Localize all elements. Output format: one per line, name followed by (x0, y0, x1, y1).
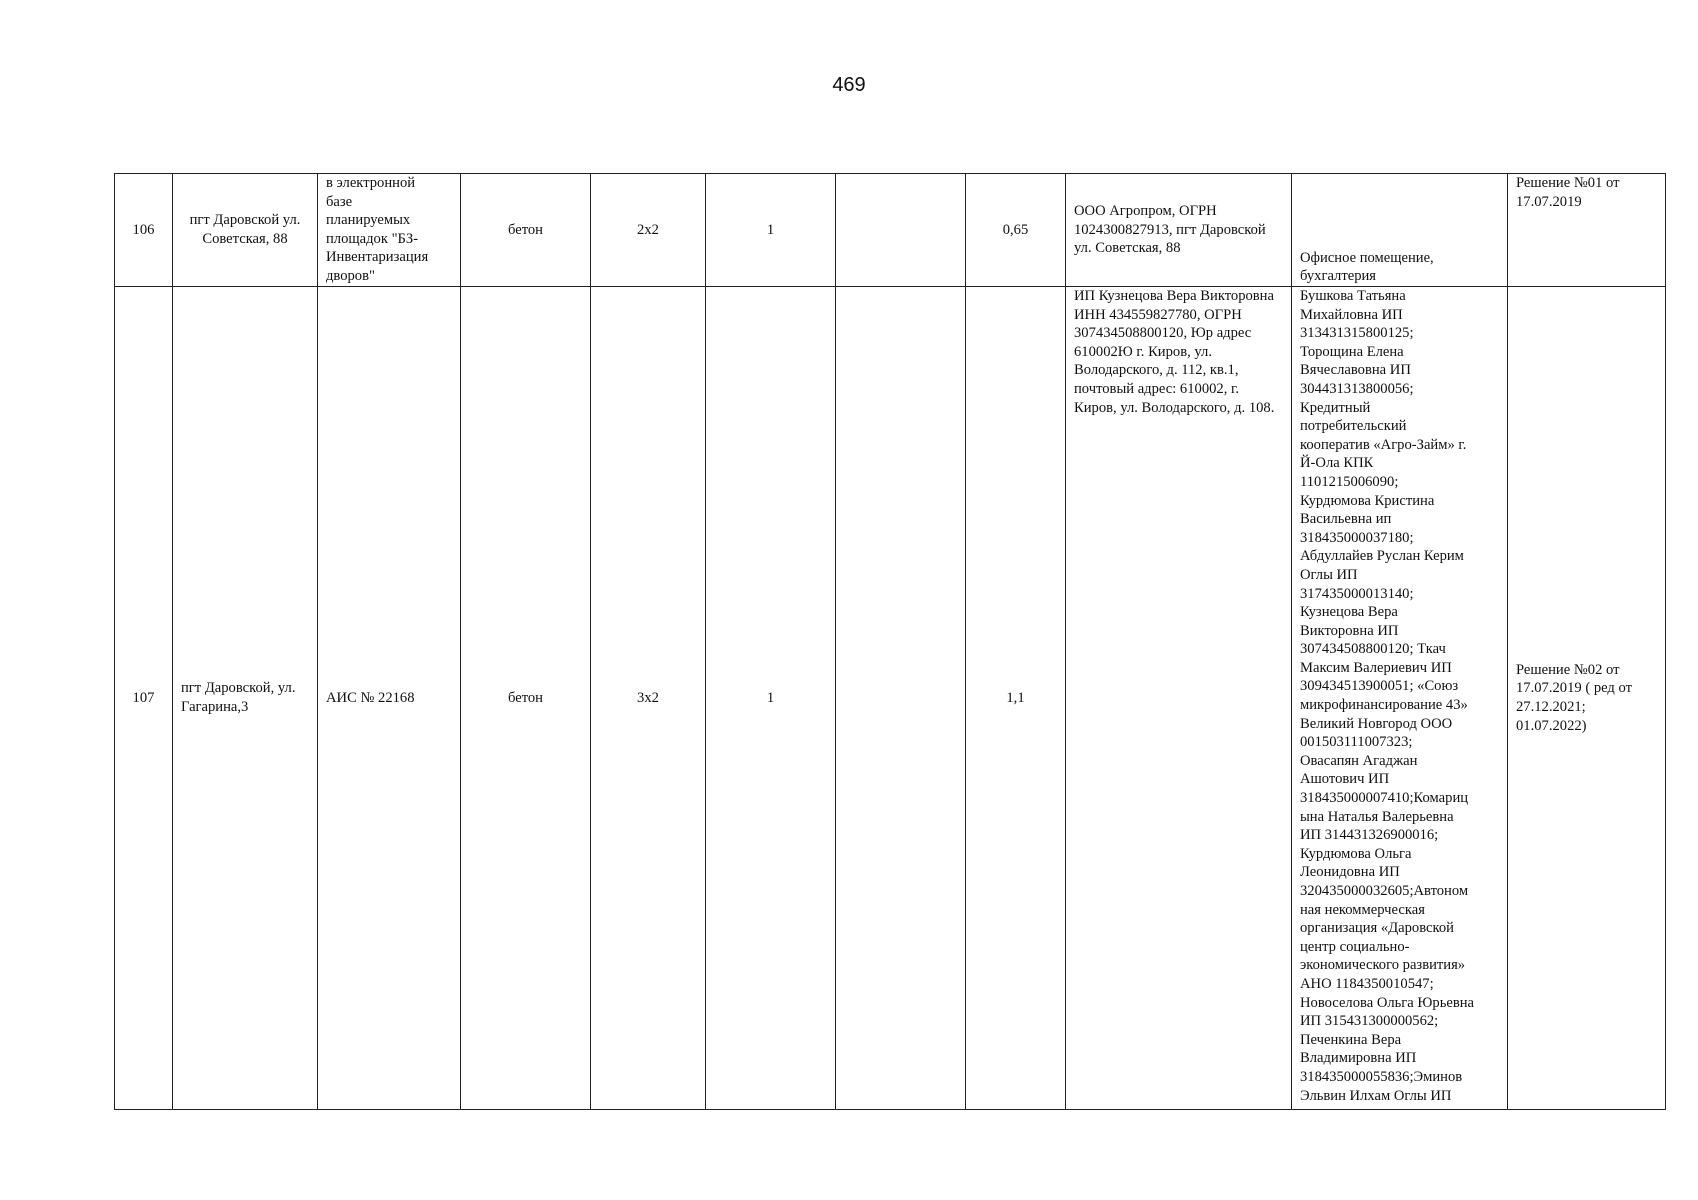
decision-cell: Решение №01 от 17.07.2019 (1508, 174, 1666, 287)
page-number: 469 (832, 74, 866, 96)
surface-cell: бетон (461, 174, 591, 287)
owner-cell: ООО Агропром, ОГРН 1024300827913, пгт Даровской ул. Советская, 88 (1066, 174, 1292, 287)
extra-cell (836, 174, 966, 287)
volume-cell: 1,1 (966, 287, 1066, 1110)
table-row (115, 287, 1666, 1110)
waste-sources-cell: Офисное помещение, бухгалтерия (1292, 174, 1508, 287)
surface-cell: бетон (461, 287, 591, 1110)
waste-sources-cell: Бушкова Татьяна Михайловна ИП 313431315800125; Торощина Елена Вячеславовна ИП 304431313800056; Кредитный потребительский кооператив «Агро-Займ» г. Й-Ола КПК 1101215006090; Курдюмова Кристина Васильевна ип 318435000037180; Абдуллайев Руслан Керим Оглы ИП 317435000013140; Кузнецова Вера Викторовна ИП 307434508800120; Ткач Максим Валериевич ИП 309434513900051; «Союз микрофинансирование 43» Великий Новгород ООО 001503111007323; Овасапян Агаджан Ашотович ИП 318435000007410;Комариц ына Наталья Валерьевна ИП 314431326900016; Курдюмова Ольга Леонидовна ИП 320435000032605;Автоном ная некоммерческая организация «Даровской центр социально- экономического развития» АНО 1184350010547; Новоселова Ольга Юрьевна ИП 315431300000562; Печенкина Вера Владимировна ИП 318435000055836;Эминов Эльвин Илхам Оглы ИП (1292, 287, 1508, 1110)
extra-cell (836, 287, 966, 1110)
table-row (115, 174, 1666, 287)
container-count-cell: 1 (706, 174, 836, 287)
owner-cell: ИП Кузнецова Вера Викторовна ИНН 434559827780, ОГРН 307434508800120, Юр адрес 610002Ю г. Киров, ул. Володарского, д. 112, кв.1, почтовый адрес: 610002, г. Киров, ул. Володарского, д. 108. (1066, 287, 1292, 1110)
volume-cell: 0,65 (966, 174, 1066, 287)
size-cell: 2х2 (591, 174, 706, 287)
decision-cell: Решение №02 от 17.07.2019 ( ред от 27.12.2021; 01.07.2022) (1508, 287, 1666, 1110)
address-cell: пгт Даровской ул. Советская, 88 (173, 174, 318, 287)
size-cell: 3х2 (591, 287, 706, 1110)
data-source-cell: АИС № 22168 (318, 287, 461, 1110)
row-number-cell: 106 (115, 174, 173, 287)
address-cell: пгт Даровской, ул. Гагарина,3 (173, 287, 318, 1110)
row-number-cell: 107 (115, 287, 173, 1110)
registry-table (114, 173, 1666, 1110)
container-count-cell: 1 (706, 287, 836, 1110)
data-source-cell: в электронной базе планируемых площадок "БЗ- Инвентаризация дворов" (318, 174, 461, 287)
